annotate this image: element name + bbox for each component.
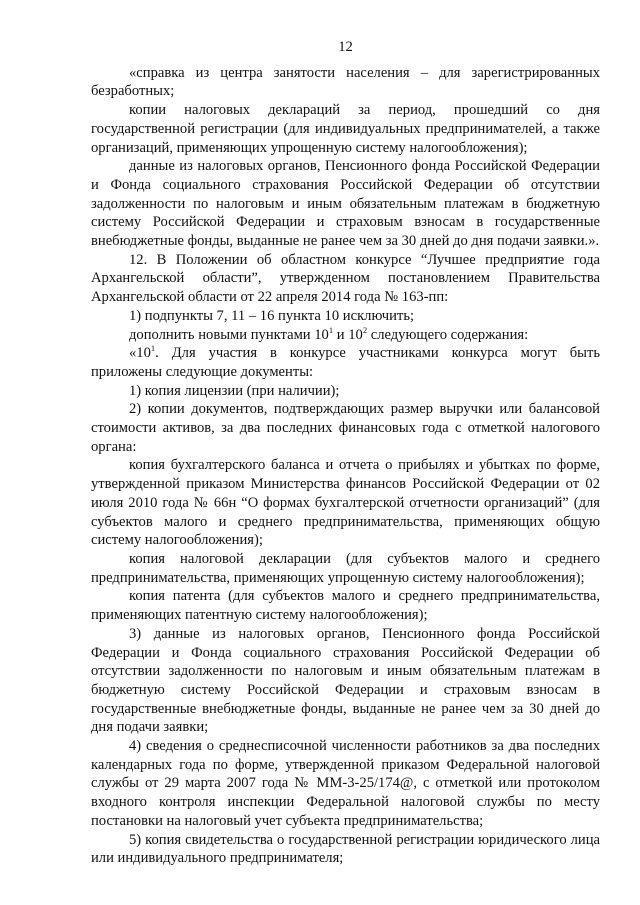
add-points-sup-2: 2 <box>362 324 368 335</box>
point-10-1-text: . Для участия в конкурсе участниками конкурса могут быть приложены следующие документы: <box>91 345 600 380</box>
paragraph-balance-sheet: копия бухгалтерского баланса и отчета о прибылях и убытках по форме, утвержденной приказом Министерства финансов Российской Федерации от 02 июля 2010 года № 66н “О формах бухгалтерской отчетности организаций” (для субъектов малого и среднего предпринимательства, применяющих общую систему налогообложения); <box>91 457 600 549</box>
paragraph-add-points <box>91 326 600 345</box>
add-points-sup-1: 1 <box>328 324 334 335</box>
paragraph-subitem-1: 1) подпункты 7, 11 – 16 пункта 10 исключить; <box>129 307 415 324</box>
paragraph-headcount-info: 4) сведения о среднесписочной численности работников за два последних календарных года по форме, утвержденной приказом Федеральной налоговой службы от 29 марта 2007 года № ММ-3-25/174@, с отметкой или протоколом входного контроля инспекции Федеральной налоговой службы по месту постановки на налоговый учет субъекта предпринимательства; <box>91 738 600 829</box>
add-points-prefix: дополнить новыми пунктами 10 <box>129 326 329 343</box>
paragraph-tax-declaration-copy: копия налоговой декларации (для субъектов малого и среднего предпринимательства, применяющих упрощенную систему налогообложения); <box>91 550 600 586</box>
paragraph-revenue-documents: 2) копии документов, подтверждающих размер выручки или балансовой стоимости активов, за два последних финансовых года с отметкой налогового органа: <box>91 401 600 455</box>
paragraph-tax-declarations: копии налоговых деклараций за период, прошедший со дня государственной регистрации (для индивидуальных предпринимателей, а также организаций, применяющих упрощенную систему налогообложения); <box>91 102 600 156</box>
paragraph-no-debt-data: 3) данные из налоговых органов, Пенсионного фонда Российской Федерации и Фонда социального страхования Российской Федерации об отсутствии задолженности по налоговым и иным обязательным платежам в бюджетную систему Российской Федерации и страховым взносам в государственные внебюджетные фонды, выданные не ранее чем за 30 дней до дня подачи заявки; <box>91 625 600 736</box>
page-number: 12 <box>338 39 353 55</box>
paragraph-patent-copy: копия патента (для субъектов малого и среднего предпринимательства, применяющих патентную систему налогообложения); <box>91 588 600 624</box>
paragraph-license-copy: 1) копия лицензии (при наличии); <box>129 382 340 399</box>
paragraph-item-12: 12. В Положении об областном конкурсе “Лучшее предприятие года Архангельской области”, утвержденном постановлением Правительства Архангельской области от 22 апреля 2014 года № 163-пп: <box>91 251 600 306</box>
point-10-1-prefix: «10 <box>129 345 151 362</box>
add-points-suffix: следующего содержания: <box>367 326 529 343</box>
paragraph-registration-certificate: 5) копия свидетельства о государственной регистрации юридического лица или индивидуального предпринимателя; <box>91 831 600 867</box>
point-10-1-sup: 1 <box>150 343 156 354</box>
paragraph-point-10-1 <box>91 344 600 381</box>
paragraph-unemployment-certificate: «справка из центра занятости населения – для зарегистрированных безработных; <box>91 64 600 100</box>
add-points-middle: и 10 <box>333 326 363 343</box>
paragraph-tax-authority-data: данные из налоговых органов, Пенсионного фонда Российской Федерации и Фонда социального страхования Российской Федерации об отсутствии задолженности по налоговым и иным обязательным платежам в бюджетную систему Российской Федерации и страховым взносам в государственные внебюджетные фонды, выданные не ранее чем за 30 дней до дня подачи заявки.». <box>91 158 600 250</box>
